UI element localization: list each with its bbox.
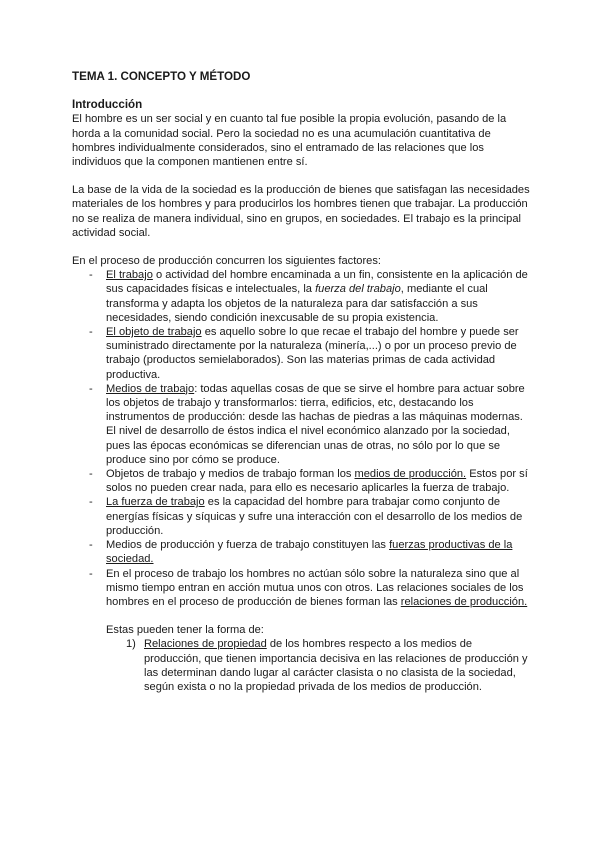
list-item: - La fuerza de trabajo es la capacidad del hombre para trabajar como conjunto de energías físicas y síquicas y sufre una interacción con el desarrollo de los medios de producción. (72, 495, 532, 538)
list-item: 1) Relaciones de propiedad de los hombres respecto a los medios de producción, que tienen importancia decisiva en las relaciones de producción y las determinan dando lugar al carácter clasista o no clasista de la sociedad, según exista o no la propiedad privada de los medios de producción. (126, 638, 528, 693)
section-heading: Introducción (72, 98, 143, 112)
list-item: - El trabajo o actividad del hombre encaminada a un fin, consistente en la aplicación de sus capacidades físicas e intelectuales, la fuerza del trabajo, mediante el cual transforma y adapta los objetos de la naturaleza para dar satisfacción a sus necesidades, siendo condición inexcusable de su propia existencia. (72, 268, 532, 325)
paragraph: La base de la vida de la sociedad es la producción de bienes que satisfagan las necesidades materiales de los hombres y para producirlos los hombres tienen que trabajar. La producción no se realiza de manera individual, sino en grupos, en sociedades. El trabajo es la principal actividad social. (72, 184, 530, 239)
list-item: - El objeto de trabajo es aquello sobre lo que recae el trabajo del hombre y puede ser suministrado directamente por la naturaleza (minería,...) o por un proceso previo de trabajo (productos semielaborados). Son las materias primas de cada actividad productiva. (72, 325, 532, 382)
underlined-term: El objeto de trabajo (106, 326, 202, 339)
forms-list (72, 637, 532, 694)
underlined-term: fuerzas productivas de la sociedad. (106, 539, 513, 566)
italic-term: fuerza del trabajo (315, 283, 401, 296)
paragraph: Estas pueden tener la forma de: (106, 624, 264, 637)
page-title: TEMA 1. CONCEPTO Y MÉTODO (72, 70, 251, 83)
list-item: - Objetos de trabajo y medios de trabajo forman los medios de producción. Estos por sí solos no pueden crear nada, para ello es necesario aplicarles la fuerza de trabajo. (72, 467, 532, 495)
underlined-term: La fuerza de trabajo (106, 496, 205, 509)
underlined-term: medios de producción. (354, 468, 467, 481)
underlined-term: relaciones de producción. (400, 595, 528, 608)
list-number: 1) (126, 638, 136, 651)
list-item: - En el proceso de trabajo los hombres no actúan sólo sobre la naturaleza sino que al mismo tiempo entran en acción mutua unos con otros. Las relaciones sociales de los hombres en el proceso de producción de bienes forman las relaciones de producción. (72, 567, 532, 610)
underlined-term: Relaciones de propiedad (144, 638, 267, 651)
document-page (72, 70, 532, 694)
underlined-term: El trabajo (106, 269, 153, 282)
factors-list (72, 268, 532, 609)
paragraph: En el proceso de producción concurren los siguientes factores: (72, 255, 381, 268)
paragraph: El hombre es un ser social y en cuanto tal fue posible la propia evolución, pasando de la horda a la comunidad social. Pero la sociedad no es una acumulación cuantitativa de hombres individualmente considerados, sino el entramado de las relaciones que los individuos que la componen mantienen entre sí. (72, 113, 507, 169)
underlined-term: Medios de trabajo (106, 382, 195, 395)
list-item: - Medios de producción y fuerza de trabajo constituyen las fuerzas productivas de la sociedad. (72, 538, 532, 566)
list-item: - Medios de trabajo: todas aquellas cosas de que se sirve el hombre para actuar sobre los objetos de trabajo y transformarlos: tierra, edificios, etc, destacando los instrumentos de producción: desde las hachas de piedras a las máquinas modernas. El nivel de desarrollo de éstos indica el nivel económico alanzado por la sociedad, pues las épocas económicas se diferencian unas de otras, no sólo por lo que se produce sino por cómo se produce. (72, 382, 532, 467)
